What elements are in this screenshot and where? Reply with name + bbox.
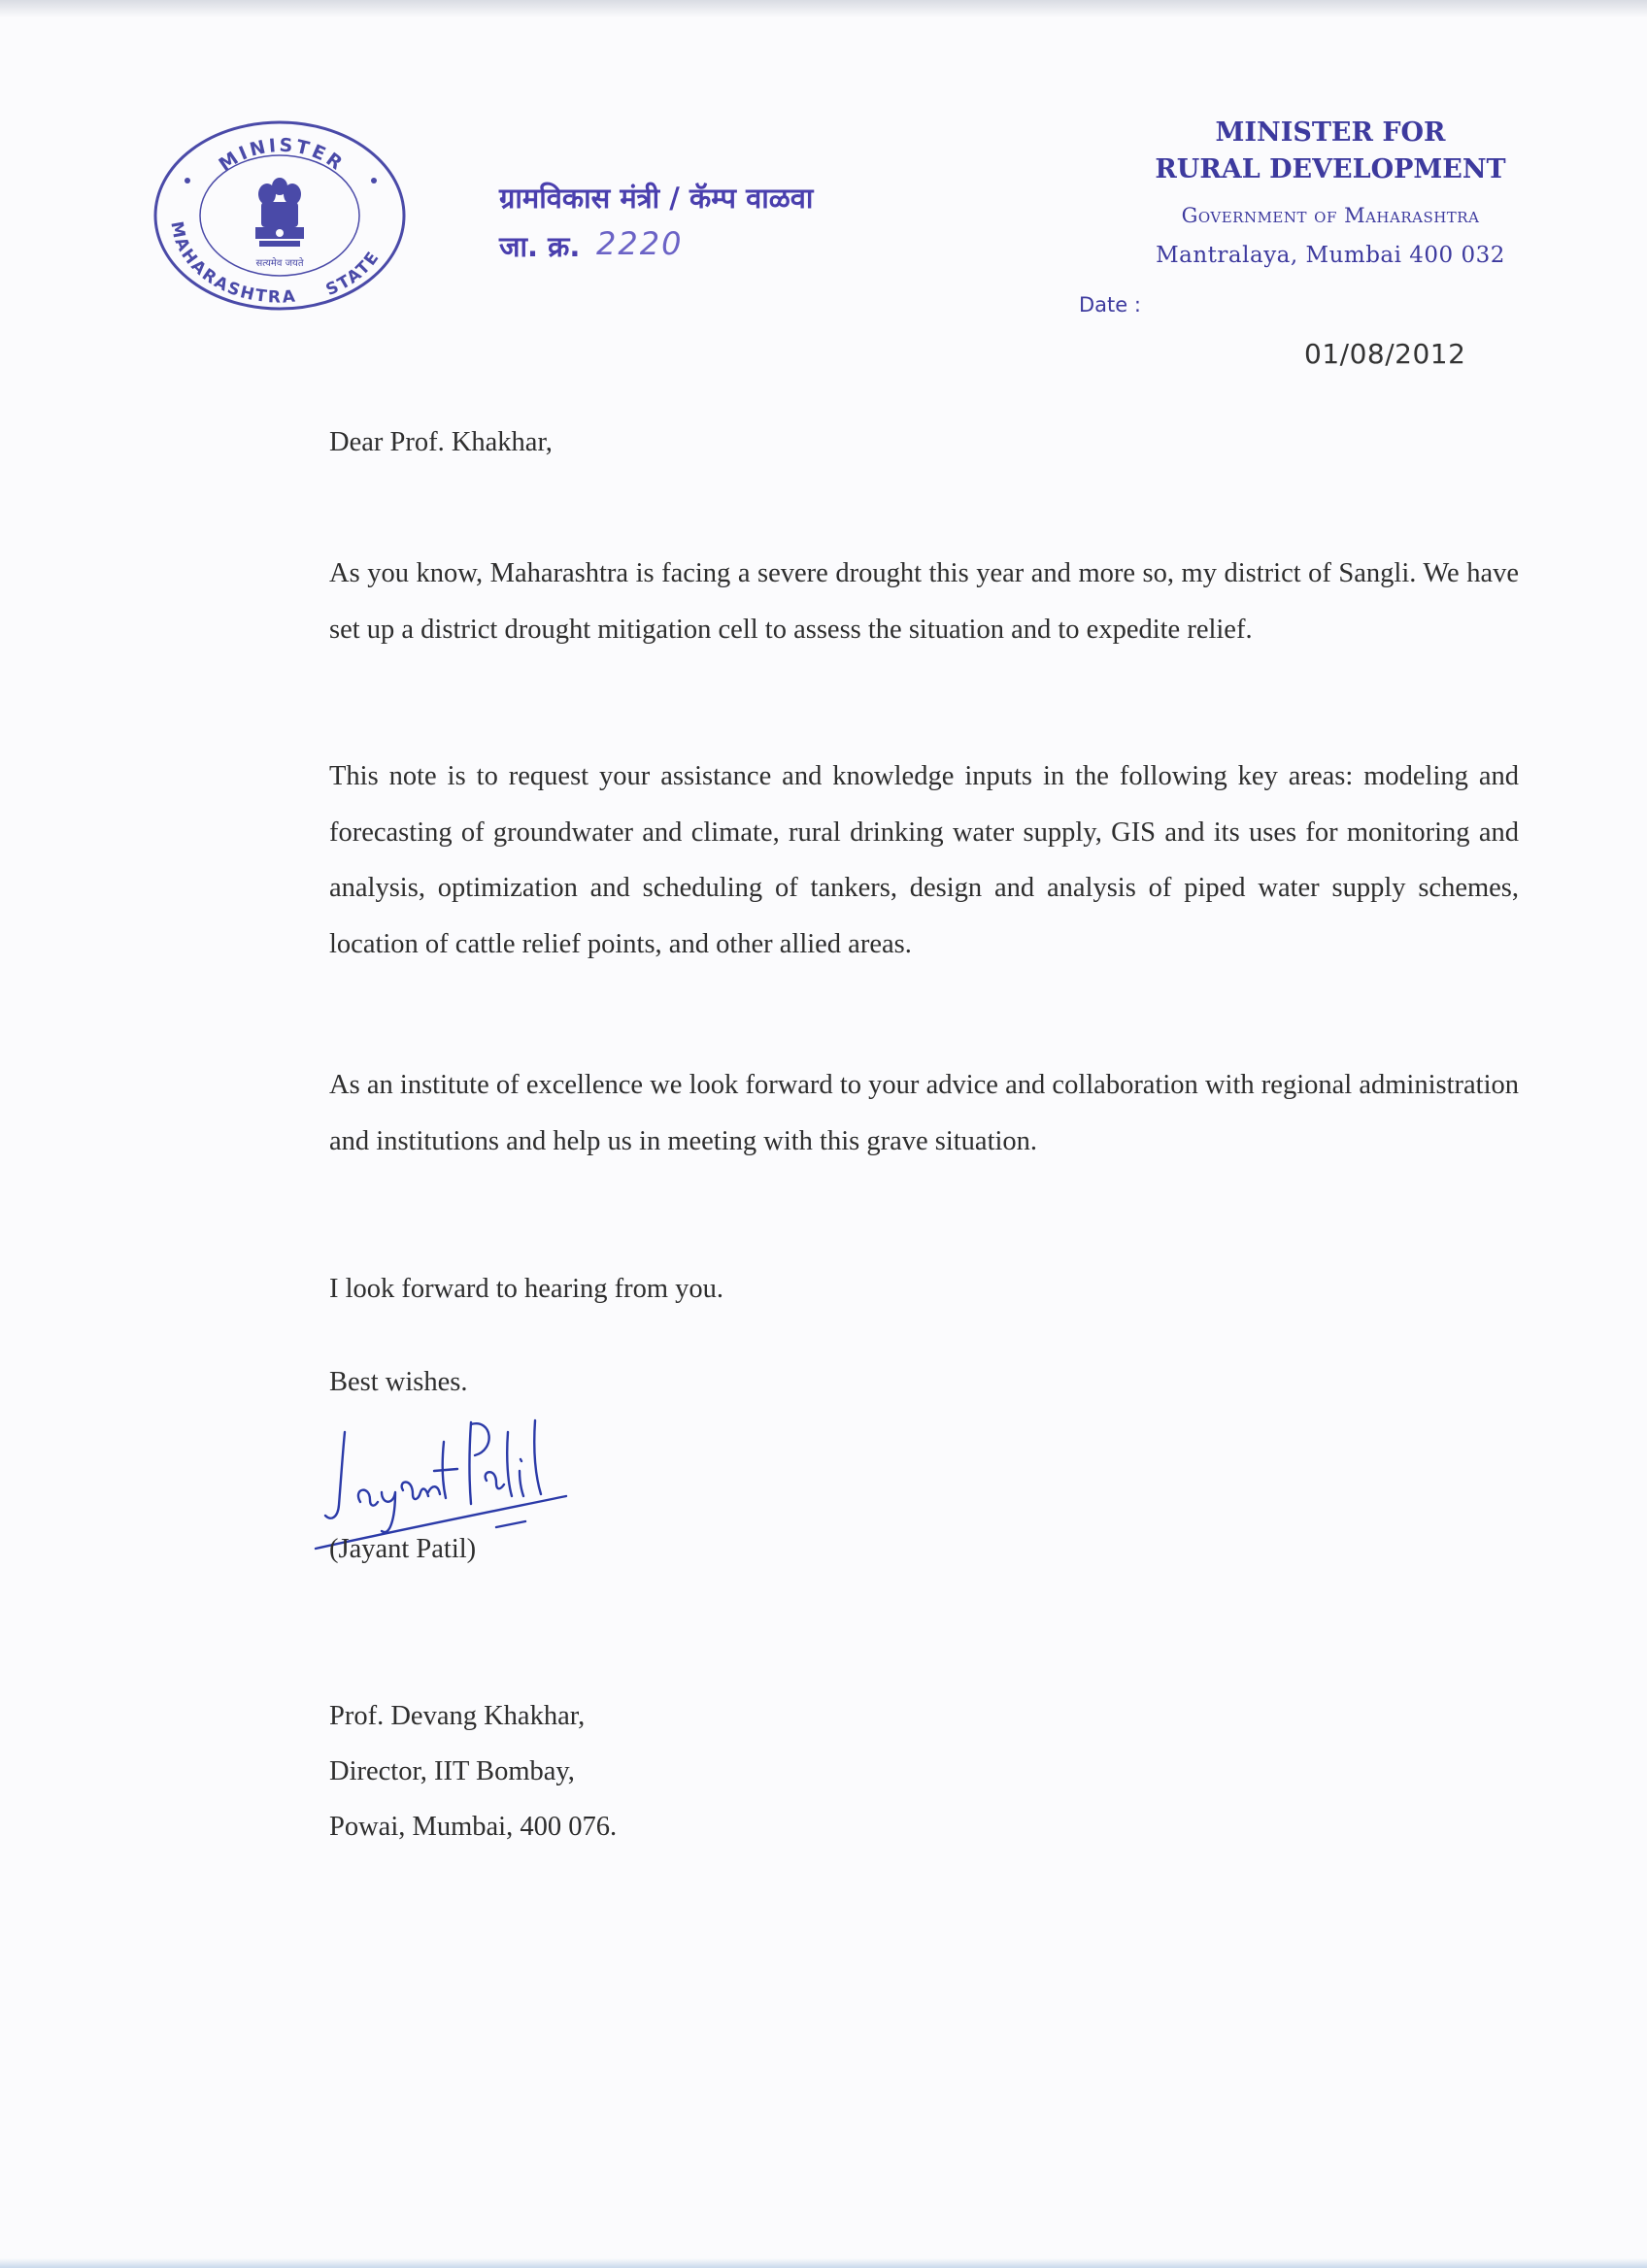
- salutation: Dear Prof. Khakhar,: [329, 427, 553, 457]
- date-value: 01/08/2012: [1304, 338, 1466, 370]
- minister-title: [1136, 115, 1525, 188]
- paragraph-3: As an institute of excellence we look forward to your advice and collaboration with regional administration and institutions and help us in meeting with this grave situation.: [329, 1070, 1519, 1156]
- date-label: Date :: [1079, 293, 1141, 317]
- signatory-name: (Jayant Patil): [329, 1534, 477, 1564]
- page-bottom-edge: [0, 2258, 1647, 2268]
- closing-line: I look forward to hearing from you.: [329, 1274, 724, 1304]
- svg-text:MINISTER: [215, 135, 348, 176]
- seal-right-text: STATE: [322, 247, 385, 301]
- paragraph-1: As you know, Maharashtra is facing a severe drought this year and more so, my district of Sangli. We have set up a district drought mitigation cell to assess the situation and to expedite relief.: [329, 558, 1519, 645]
- seal-left-text: MAHARASHTRA: [166, 219, 298, 308]
- sign-off: Best wishes.: [329, 1367, 468, 1397]
- minister-title-line2: RURAL DEVELOPMENT: [1155, 154, 1506, 184]
- recipient-line-3: Powai, Mumbai, 400 076.: [329, 1812, 618, 1842]
- paragraph-2: This note is to request your assistance and knowledge inputs in the following key areas: modeling and forecasting of groundwater and climate, rural drinking water supply, GIS and its uses for monitoring and analysis, optimization and scheduling of tankers, design and analysis of piped water supply schemes, location of cattle relief points, and other allied areas.: [329, 761, 1519, 959]
- seal-emblem-icon: [152, 118, 407, 313]
- recipient-line-2: Director, IIT Bombay,: [329, 1756, 575, 1786]
- maharashtra-state-seal: [152, 118, 407, 313]
- minister-title-line1: MINISTER FOR: [1215, 117, 1446, 148]
- government-line: Government of Maharashtra: [1181, 204, 1480, 227]
- marathi-office-line: ग्रामविकास मंत्री / कॅम्प वाळवा: [499, 182, 814, 215]
- recipient-line-1: Prof. Devang Khakhar,: [329, 1701, 586, 1731]
- seal-motto: सत्यमेव जयते: [255, 258, 304, 269]
- seal-top-text: MINISTER: [215, 134, 349, 177]
- handwritten-ref-number: 2220: [596, 225, 684, 262]
- marathi-ref-label: जा. क्र.: [499, 230, 581, 263]
- page-top-shadow: [0, 0, 1647, 17]
- office-address: Mantralaya, Mumbai 400 032: [1156, 243, 1505, 268]
